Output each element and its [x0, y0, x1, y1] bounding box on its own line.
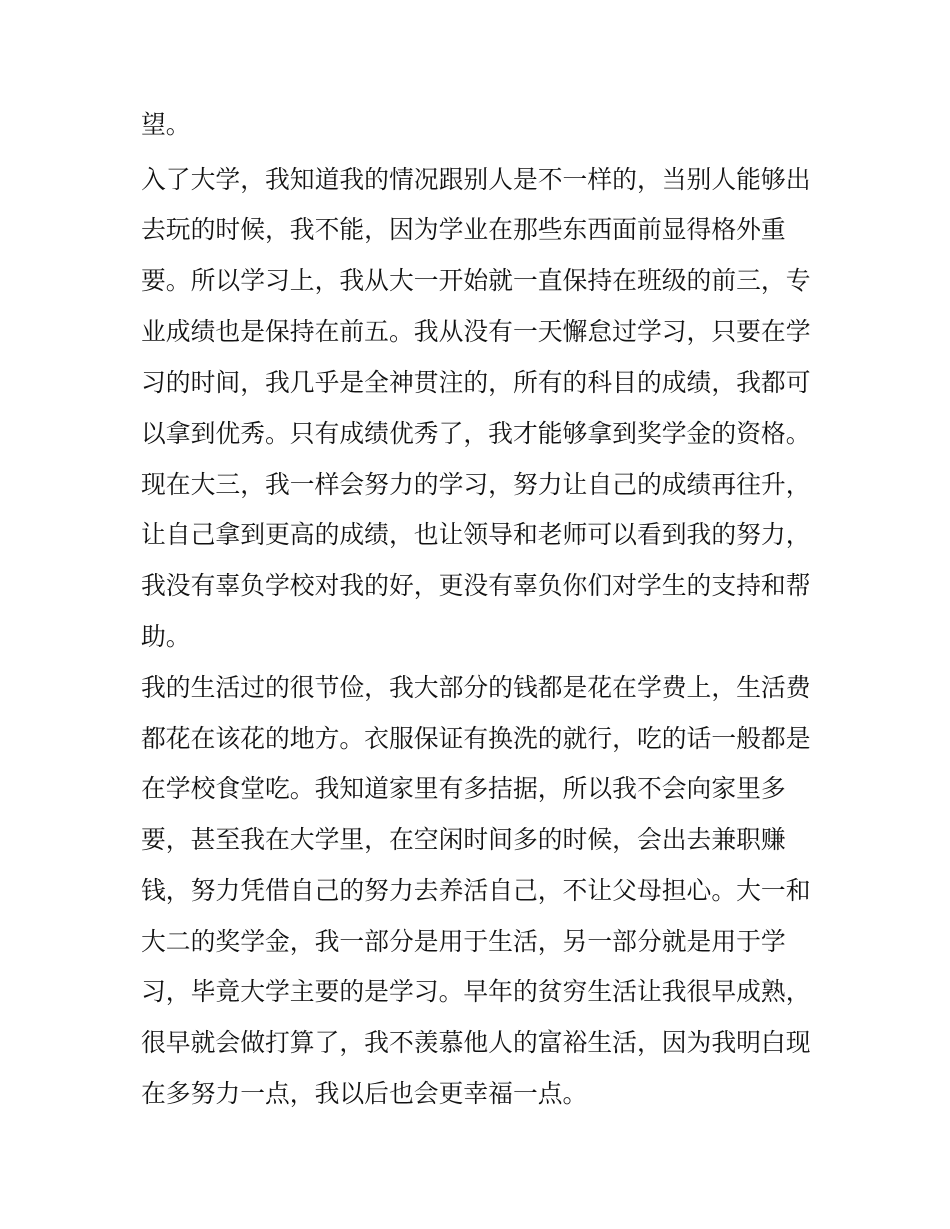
text-line: 助。 — [141, 622, 191, 651]
text-line: 钱，努力凭借自己的努力去养活自己，不让父母担心。大一和 — [141, 876, 811, 905]
text-line: 业成绩也是保持在前五。我从没有一天懈怠过学习，只要在学 — [141, 317, 811, 346]
text-line: 很早就会做打算了，我不羡慕他人的富裕生活，因为我明白现 — [141, 1028, 811, 1057]
text-line: 在学校食堂吃。我知道家里有多拮据，所以我不会向家里多 — [141, 774, 786, 803]
text-line: 望。 — [141, 110, 191, 139]
text-line: 现在大三，我一样会努力的学习，努力让自己的成绩再往升， — [141, 470, 811, 499]
text-line: 我的生活过的很节俭，我大部分的钱都是花在学费上，生活费 — [141, 673, 811, 702]
text-line: 以拿到优秀。只有成绩优秀了，我才能够拿到奖学金的资格。 — [141, 419, 811, 448]
text-line: 习的时间，我几乎是全神贯注的，所有的科目的成绩，我都可 — [141, 368, 811, 397]
text-line: 都花在该花的地方。衣服保证有换洗的就行，吃的话一般都是 — [141, 724, 811, 753]
text-line: 我没有辜负学校对我的好，更没有辜负你们对学生的支持和帮 — [141, 571, 811, 600]
text-line: 习，毕竟大学主要的是学习。早年的贫穷生活让我很早成熟， — [141, 977, 811, 1006]
text-line: 入了大学，我知道我的情况跟别人是不一样的，当别人能够出 — [141, 165, 811, 194]
text-line: 大二的奖学金，我一部分是用于生活，另一部分就是用于学 — [141, 927, 786, 956]
text-line: 去玩的时候，我不能，因为学业在那些东西面前显得格外重 — [141, 215, 786, 244]
text-line: 让自己拿到更高的成绩，也让领导和老师可以看到我的努力， — [141, 520, 811, 549]
text-line: 要，甚至我在大学里，在空闲时间多的时候，会出去兼职赚 — [141, 825, 786, 854]
text-line: 要。所以学习上，我从大一开始就一直保持在班级的前三，专 — [141, 266, 811, 295]
text-line: 在多努力一点，我以后也会更幸福一点。 — [141, 1079, 588, 1108]
